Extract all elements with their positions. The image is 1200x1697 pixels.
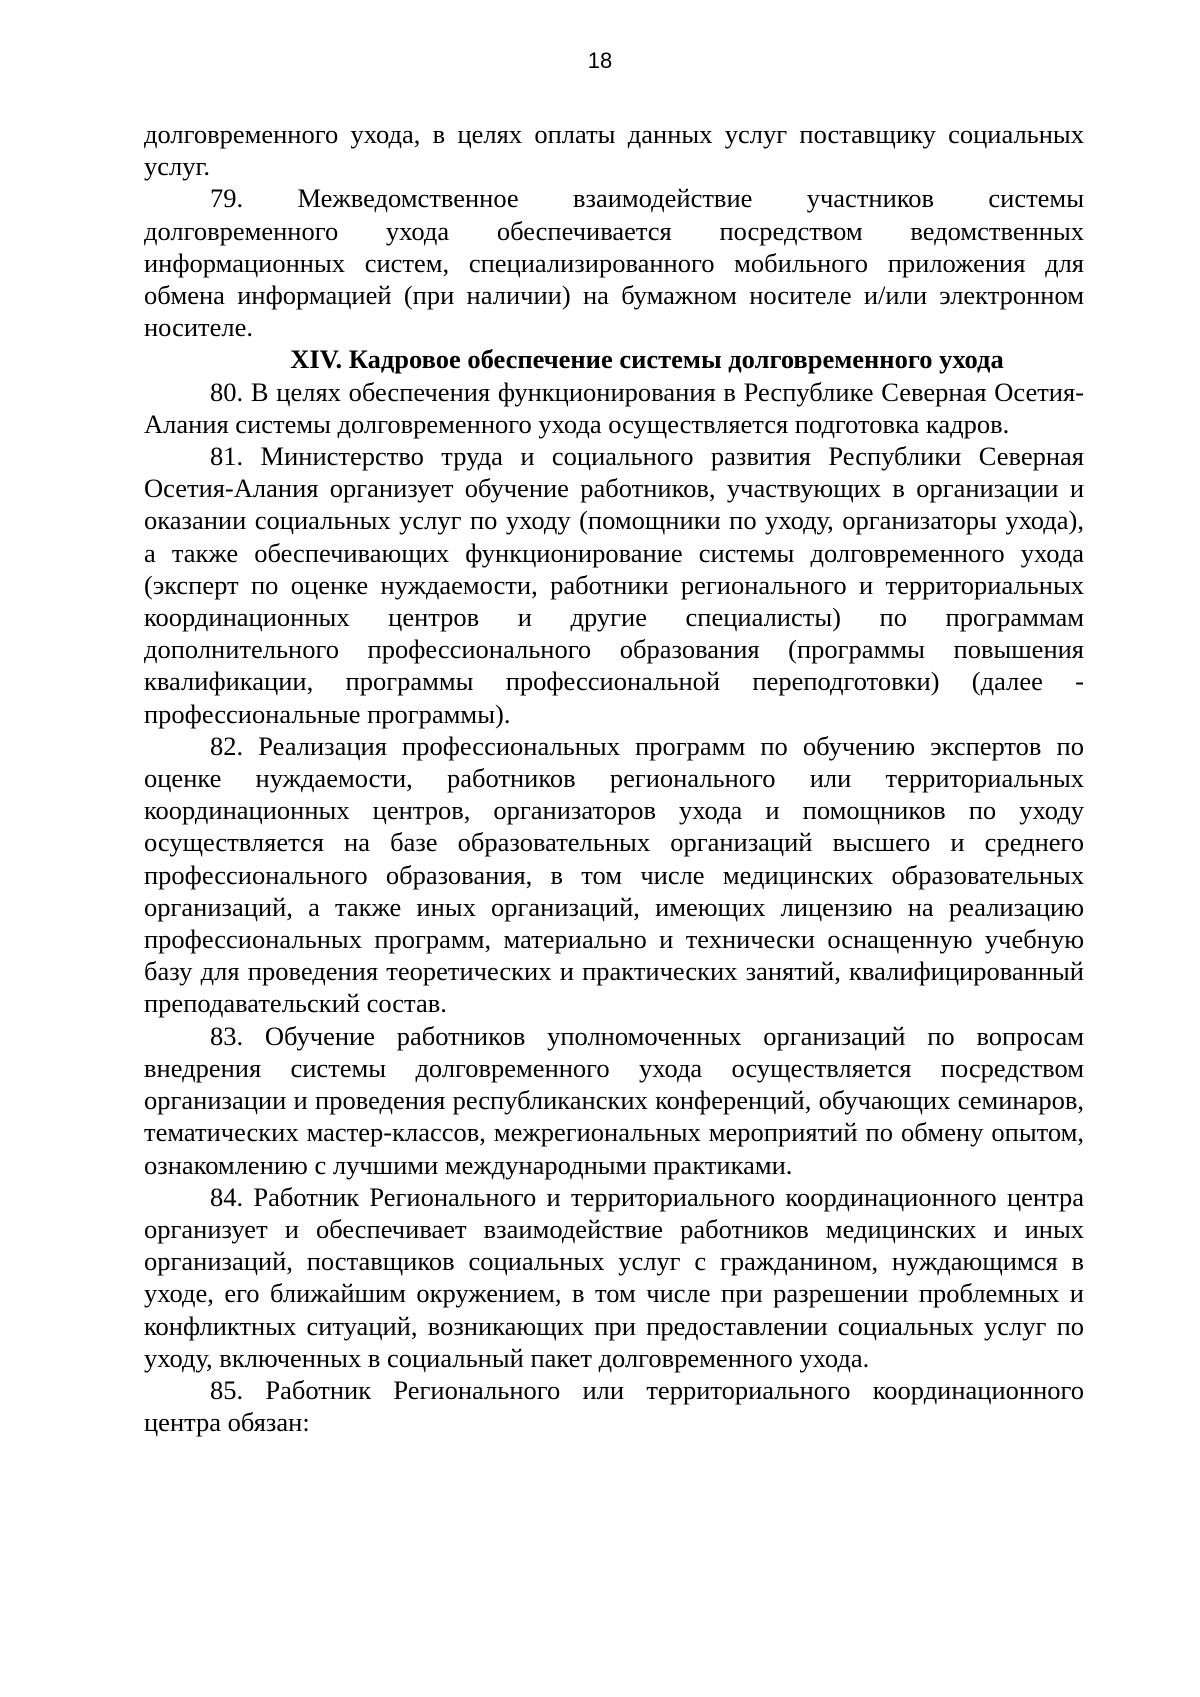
section-heading: XIV. Кадровое обеспечение системы долговременного ухода	[290, 344, 1004, 375]
paragraph-82: 82. Реализация профессиональных программ по обучению экспертов по оценке нуждаемости, работников регионального или территориальных координационных центров, организаторов ухода и помощников по уходу осуществляется на базе образовательных организаций высшего и среднего профессионального образования, в том числе медицинских образовательных организаций, а также иных организаций, имеющих лицензию на реализацию профессиональных программ, материально и технически оснащенную учебную базу для проведения теоретических и практических занятий, квалифицированный преподавательский состав.	[144, 730, 1084, 1019]
paragraph-84: 84. Работник Регионального и территориального координационного центра организует и обеспечивает взаимодействие работников медицинских и иных организаций, поставщиков социальных услуг с гражданином, нуждающимся в уходе, его ближайшим окружением, в том числе при разрешении проблемных и конфликтных ситуаций, возникающих при предоставлении социальных услуг по уходу, включенных в социальный пакет долговременного ухода.	[144, 1181, 1084, 1373]
page-number: 18	[587, 48, 613, 73]
paragraph-79: 79. Межведомственное взаимодействие участников системы долговременного ухода обеспечивается посредством ведомственных информационных систем, специализированного мобильного приложения для обмена информацией (при наличии) на бумажном носителе и/или электронном носителе.	[144, 183, 1084, 343]
paragraph-80: 80. В целях обеспечения функционирования в Республике Северная Осетия-Алания системы долговременного ухода осуществляется подготовка кадров.	[144, 376, 1084, 439]
paragraph-85: 85. Работник Регионального или территориального координационного центра обязан:	[144, 1374, 1084, 1438]
document-body	[144, 118, 1084, 1438]
paragraph-83: 83. Обучение работников уполномоченных организаций по вопросам внедрения системы долговременного ухода осуществляется посредством организации и проведения республиканских конференций, обучающих семинаров, тематических мастер-классов, межрегиональных мероприятий по обмену опытом, ознакомлению с лучшими международными практиками.	[144, 1020, 1084, 1180]
paragraph-continuation: долговременного ухода, в целях оплаты данных услуг поставщику социальных услуг.	[144, 119, 1084, 182]
paragraph-81: 81. Министерство труда и социального развития Республики Северная Осетия-Алания организует обучение работников, участвующих в организации и оказании социальных услуг по уходу (помощники по уходу, организаторы ухода), а также обеспечивающих функционирование системы долговременного ухода (эксперт по оценке нуждаемости, работники регионального и территориальных координационных центров и другие специалисты) по программам дополнительного профессионального образования (программы повышения квалификации, программы профессиональной переподготовки) (далее - профессиональные программы).	[144, 441, 1084, 729]
